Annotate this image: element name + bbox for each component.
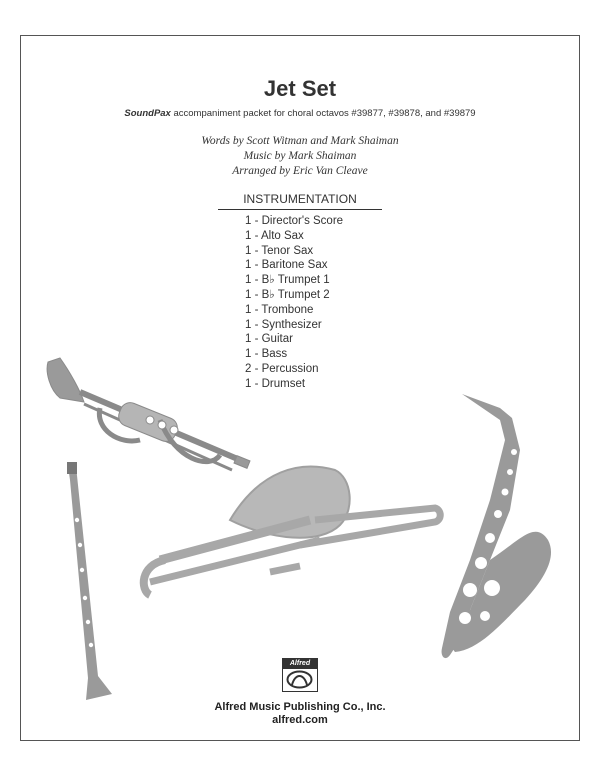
trumpet-icon — [47, 358, 250, 470]
page-title: Jet Set — [263, 76, 337, 101]
credit-arranged: Arranged by Eric Van Cleave — [232, 165, 368, 177]
instrument-item: 1 - Tenor Sax — [245, 244, 314, 257]
instrument-item: 1 - Synthesizer — [245, 318, 322, 331]
publisher-website[interactable]: alfred.com — [272, 714, 328, 726]
credit-music: Music by Mark Shaiman — [243, 150, 357, 162]
instrument-item: 1 - Trombone — [245, 303, 314, 316]
credit-words: Words by Scott Witman and Mark Shaiman — [201, 135, 399, 147]
trombone-icon — [144, 467, 440, 595]
instrument-item: 1 - Baritone Sax — [245, 259, 328, 272]
instrument-item: 1 - Drumset — [245, 377, 306, 390]
instrument-item: 2 - Percussion — [245, 362, 319, 375]
subtitle-brand: SoundPax — [124, 108, 171, 119]
alfred-logo — [282, 658, 318, 692]
publisher-block — [0, 701, 600, 727]
subtitle-text: accompaniment packet for choral octavos #39877, #39878, and #39879 — [170, 108, 476, 119]
instrument-item: 1 - B♭ Trumpet 2 — [245, 288, 330, 301]
alfred-logo-word: Alfred — [283, 659, 317, 669]
instrument-item: 1 - Director's Score — [245, 215, 344, 227]
saxophone-icon — [442, 394, 551, 658]
instrumentation-heading: INSTRUMENTATION — [218, 192, 382, 210]
publisher-name: Alfred Music Publishing Co., Inc. — [214, 701, 386, 713]
instrument-item: 1 - Alto Sax — [245, 229, 304, 242]
instrument-item: 1 - Guitar — [245, 333, 293, 346]
instrument-item: 1 - B♭ Trumpet 1 — [245, 274, 330, 287]
clarinet-icon — [67, 462, 112, 700]
alfred-logo-emblem-icon — [283, 669, 316, 690]
instrument-item: 1 - Bass — [245, 348, 288, 361]
